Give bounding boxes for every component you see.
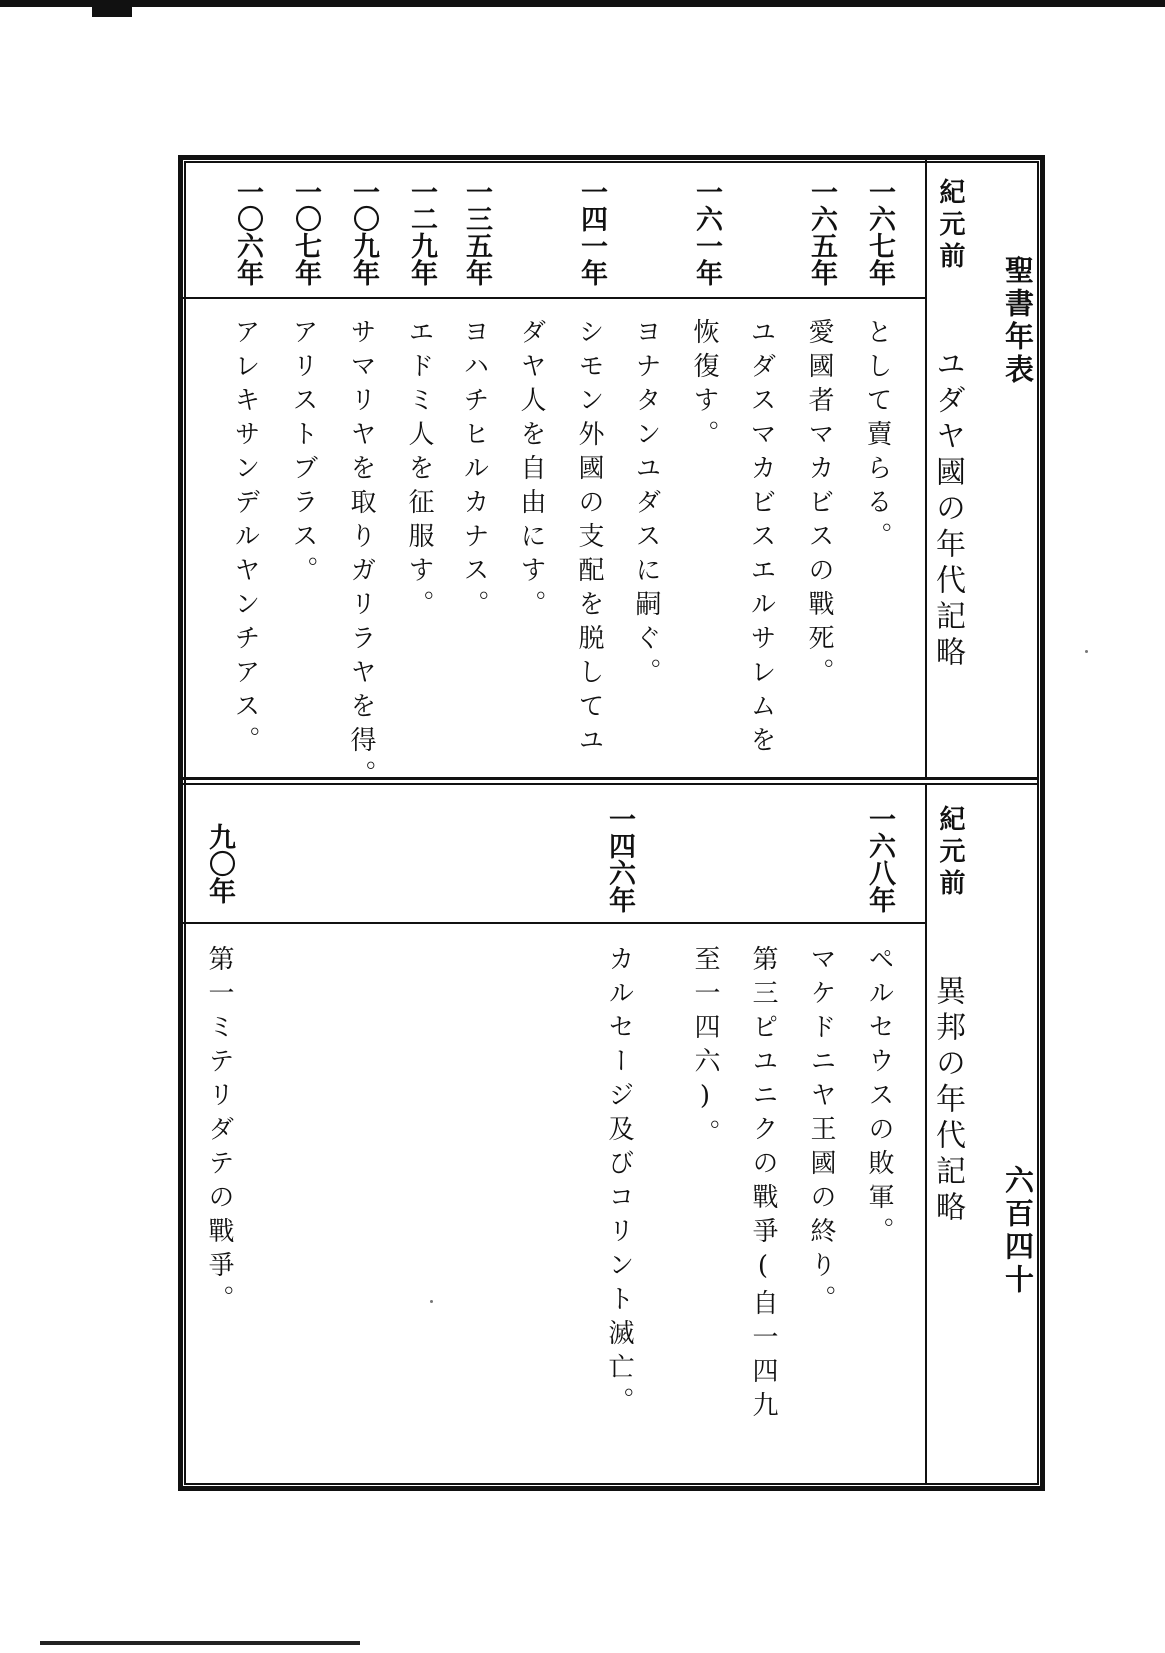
year-label: 一二九年 (406, 178, 437, 286)
entry-line: 恢復す。 (689, 318, 719, 454)
entry-line: ユダスマカビスエルサレムを (746, 318, 776, 760)
entry-line: シモン外國の支配を脱してユ (574, 318, 604, 760)
year-label: 一六八年 (864, 805, 895, 913)
scan-bottom-mark (40, 1641, 360, 1645)
section-divider-inner (183, 783, 1039, 785)
scan-speck (430, 1300, 433, 1303)
entry-line: アリストブラス。 (288, 318, 318, 590)
section-divider (183, 777, 1039, 780)
page-number: 六百四十 (1001, 1165, 1035, 1297)
year-label: 一三五年 (461, 178, 492, 286)
entry-line: 第三ピユニクの戰爭(自一四九 (748, 945, 778, 1425)
year-label: 一四六年 (604, 805, 635, 913)
header-column-divider-bottom (925, 785, 927, 1485)
header-column-divider-top (925, 160, 927, 777)
scan-speck (1085, 650, 1088, 653)
year-label: 一〇七年 (290, 178, 321, 286)
entry-line: ペルセウスの敗軍。 (864, 945, 894, 1251)
era-header-bottom: 紀元前 (935, 805, 965, 901)
entry-line: 至一四六)。 (690, 945, 720, 1153)
year-row-divider-top (183, 297, 925, 299)
section-title-top: ユダヤ國の年代記略 (930, 348, 965, 672)
entry-line: として賣らる。 (862, 318, 892, 556)
entry-line: エドミ人を征服す。 (404, 318, 434, 624)
entry-line: アレキサンデルヤンチアス。 (230, 318, 260, 760)
entry-line: 愛國者マカビスの戰死。 (804, 318, 834, 692)
scan-mark (92, 4, 132, 17)
year-label: 九〇年 (204, 823, 235, 904)
era-header-top: 紀元前 (935, 178, 965, 274)
book-title: 聖書年表 (1001, 255, 1035, 387)
year-label: 一〇九年 (348, 178, 379, 286)
scan-top-edge (0, 0, 1165, 7)
year-label: 一六五年 (806, 178, 837, 286)
entry-line: ヨナタンユダスに嗣ぐ。 (631, 318, 661, 692)
year-label: 一六七年 (864, 178, 895, 286)
entry-line: カルセージ及びコリント滅亡。 (604, 945, 634, 1421)
entry-line: ヨハチヒルカナス。 (459, 318, 489, 624)
year-row-divider-bottom (183, 922, 925, 924)
year-label: 一四一年 (576, 178, 607, 286)
entry-line: マケドニヤ王國の終り。 (806, 945, 836, 1319)
entry-line: ダヤ人を自由にす。 (516, 318, 546, 624)
entry-line: サマリヤを取りガリラヤを得。 (346, 318, 376, 794)
year-label: 一〇六年 (232, 178, 263, 286)
section-title-bottom: 異邦の年代記略 (930, 975, 965, 1227)
year-label: 一六一年 (691, 178, 722, 286)
entry-line: 第一ミテリダテの戰爭。 (204, 945, 234, 1319)
